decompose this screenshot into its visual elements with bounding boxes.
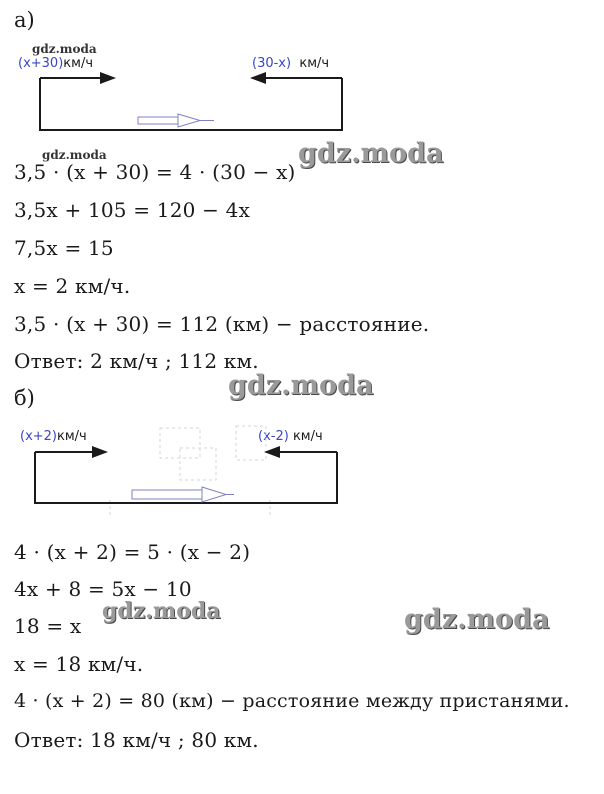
equation-line: 7,5x = 15 [14,236,114,260]
right-speed-expression-a: (30-x) [252,56,292,71]
section-label-a: а) [14,8,35,32]
watermark: gdz.moda [404,604,550,635]
left-speed-unit-a: км/ч [63,56,94,71]
watermark: gdz.moda [298,138,444,169]
equation-line: x = 2 км/ч. [14,274,131,298]
diagram-frame-b [35,446,337,503]
faint-grid-b [110,426,270,518]
right-speed-expression-b: (x-2) [258,429,289,444]
equation-line: 3,5 · (x + 30) = 112 (км) − расстояние. [14,312,430,336]
left-speed-unit-b: км/ч [57,429,87,444]
watermark: gdz.moda [228,370,374,401]
current-arrow-icon [132,487,234,502]
right-speed-unit-b: км/ч [292,429,323,444]
answer-line: Ответ: 18 км/ч ; 80 км. [14,728,259,752]
section-label-b: б) [14,386,35,410]
left-speed-expression-a: (x+30) [18,56,64,71]
equation-line: 3,5x + 105 = 120 − 4x [14,198,251,222]
answer-line: Ответ: 2 км/ч ; 112 км. [14,349,259,373]
arrow-right-icon [92,446,108,458]
equation-line: 18 = x [14,614,82,638]
equation-line: x = 18 км/ч. [14,652,144,676]
watermark: gdz.moda [102,598,221,624]
watermark-small: gdz.moda [32,42,97,56]
equation-line: 4 · (x + 2) = 80 (км) − расстояние между пристанями. [14,690,570,712]
equation-line: 4x + 8 = 5x − 10 [14,577,192,601]
left-speed-expression-b: (x+2) [20,429,58,444]
watermark-small: gdz.moda [42,148,107,162]
right-speed-unit-a: км/ч [299,56,330,71]
equation-line: 4 · (x + 2) = 5 · (x − 2) [14,540,251,564]
equation-line: 3,5 · (x + 30) = 4 · (30 − x) [14,160,296,184]
